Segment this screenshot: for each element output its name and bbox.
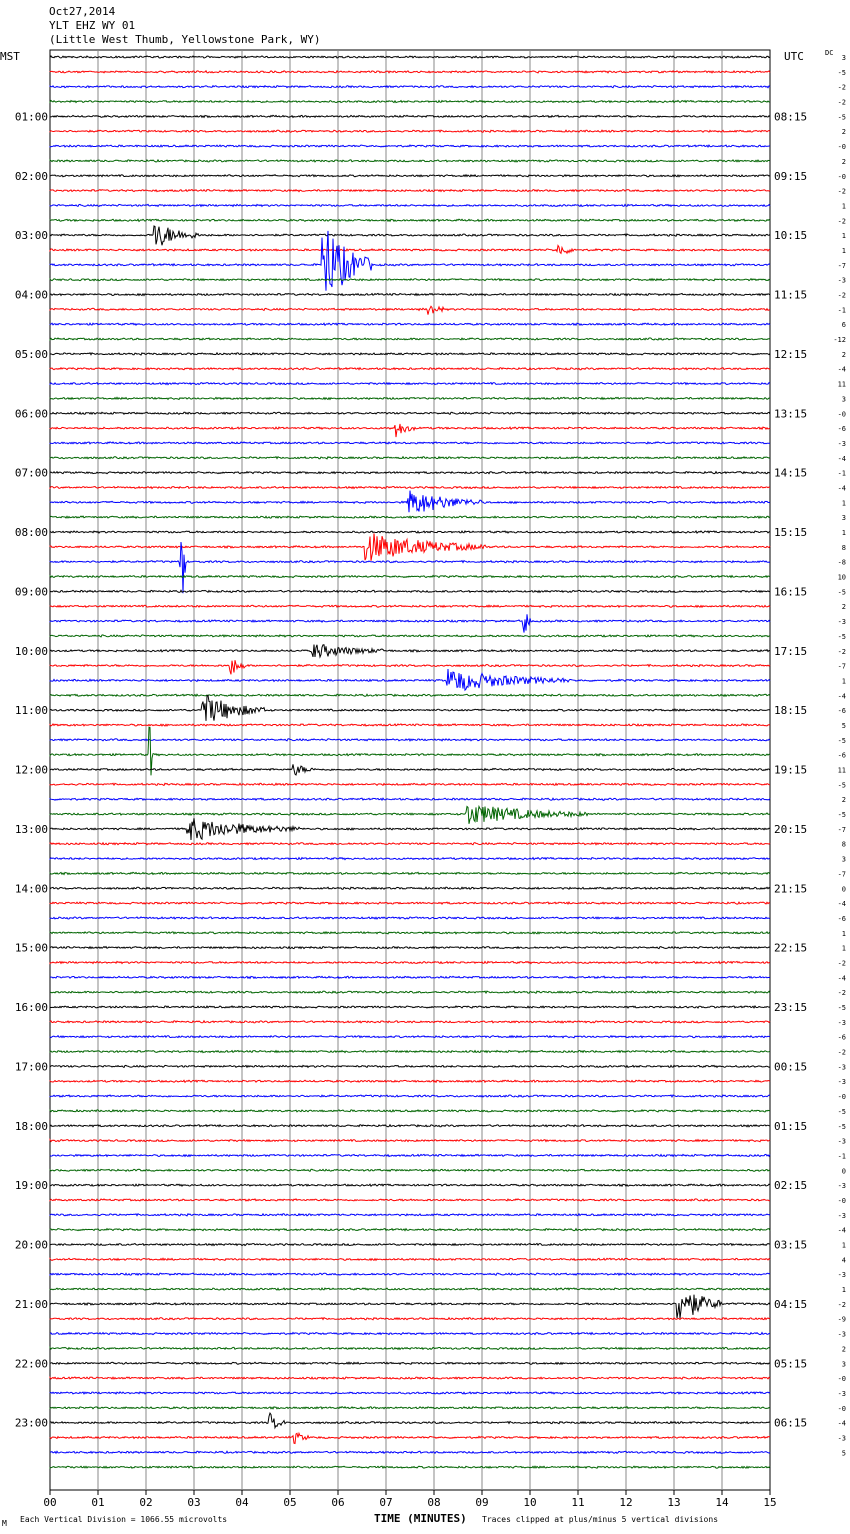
dc-offset-label: 1 bbox=[841, 529, 846, 537]
utc-hour-label: 22:15 bbox=[774, 941, 808, 955]
dc-offset-label: -2 bbox=[837, 989, 846, 998]
seismic-trace bbox=[50, 1347, 770, 1349]
dc-offset-label: -5 bbox=[837, 1004, 846, 1012]
seismic-trace bbox=[50, 175, 770, 177]
mst-hour-label: 09:00 bbox=[14, 585, 48, 599]
dc-offset-label: 2 bbox=[841, 157, 846, 166]
utc-hour-label: 15:15 bbox=[774, 526, 808, 539]
seismic-trace bbox=[50, 1199, 770, 1201]
seismic-trace bbox=[50, 739, 770, 741]
mst-hour-label: 14:00 bbox=[14, 882, 48, 896]
mst-hour-label: 02:00 bbox=[14, 169, 48, 183]
dc-offset-label: 4 bbox=[841, 1256, 846, 1265]
dc-offset-label: -4 bbox=[837, 974, 846, 983]
dc-offset-label: -5 bbox=[837, 113, 846, 122]
dc-offset-label: -9 bbox=[837, 1315, 846, 1324]
dc-offset-label: 1 bbox=[841, 499, 846, 508]
x-tick-label: 03 bbox=[187, 1496, 201, 1509]
seismic-trace bbox=[50, 86, 770, 88]
utc-hour-label: 23:15 bbox=[774, 1001, 808, 1014]
seismic-trace bbox=[50, 442, 770, 444]
seismic-trace bbox=[50, 397, 770, 399]
seismic-trace bbox=[50, 368, 770, 370]
mst-hour-label: 03:00 bbox=[14, 229, 48, 243]
seismic-trace bbox=[50, 1318, 770, 1320]
dc-offset-label: -1 bbox=[837, 469, 846, 478]
dc-offset-label: -0 bbox=[837, 1375, 846, 1384]
dc-offset-label: 10 bbox=[837, 573, 846, 582]
seismic-trace bbox=[50, 531, 770, 533]
utc-hour-label: 00:15 bbox=[774, 1060, 808, 1074]
plot-date: Oct27,2014 bbox=[49, 5, 116, 18]
seismic-trace bbox=[50, 323, 770, 325]
dc-offset-label: -0 bbox=[837, 1196, 846, 1205]
seismic-trace bbox=[50, 219, 770, 221]
dc-offset-label: 11 bbox=[837, 380, 846, 389]
seismic-trace bbox=[50, 491, 770, 513]
dc-offset-label: -7 bbox=[837, 825, 846, 834]
dc-offset-label: -5 bbox=[837, 736, 846, 745]
seismic-trace bbox=[50, 576, 770, 578]
seismic-trace bbox=[50, 1110, 770, 1112]
dc-offset-label: 5 bbox=[841, 721, 846, 730]
seismic-trace bbox=[50, 798, 770, 800]
seismic-trace bbox=[50, 887, 770, 889]
mst-hour-label: 19:00 bbox=[14, 1179, 48, 1193]
dc-offset-label: -3 bbox=[837, 1434, 846, 1443]
seismic-trace bbox=[50, 783, 770, 785]
seismic-trace bbox=[50, 961, 770, 963]
dc-offset-label: 1 bbox=[841, 1286, 846, 1295]
seismic-trace bbox=[50, 1466, 770, 1468]
dc-offset-label: 8 bbox=[841, 543, 846, 552]
x-tick-label: 07 bbox=[379, 1496, 393, 1509]
dc-offset-label: 1 bbox=[841, 944, 846, 953]
dc-offset-label: -0 bbox=[837, 172, 846, 181]
seismic-trace bbox=[50, 669, 770, 690]
dc-offset-label: -2 bbox=[837, 647, 846, 656]
seismic-trace bbox=[50, 932, 770, 934]
seismic-trace bbox=[50, 1362, 770, 1364]
dc-offset-label: 0 bbox=[841, 885, 846, 894]
seismic-trace bbox=[50, 1021, 770, 1023]
seismic-trace bbox=[50, 614, 770, 632]
seismic-trace bbox=[50, 694, 770, 696]
seismic-trace bbox=[50, 1377, 770, 1379]
x-tick-label: 13 bbox=[667, 1496, 681, 1509]
seismic-trace bbox=[50, 1169, 770, 1171]
dc-offset-label: -7 bbox=[837, 870, 846, 879]
dc-offset-label: 3 bbox=[841, 1360, 846, 1369]
mst-hour-label: 21:00 bbox=[14, 1297, 48, 1311]
dc-offset-label: -1 bbox=[837, 1152, 846, 1161]
dc-offset-label: -0 bbox=[837, 410, 846, 419]
scale-note: Each Vertical Division = 1066.55 microvolts bbox=[20, 1515, 228, 1524]
dc-offset-label: -4 bbox=[837, 900, 846, 909]
dc-offset-label: -5 bbox=[837, 811, 846, 820]
utc-hour-label: 06:15 bbox=[774, 1416, 808, 1430]
mst-hour-label: 07:00 bbox=[14, 466, 48, 480]
seismic-trace bbox=[50, 1295, 770, 1319]
dc-offset-label: 3 bbox=[841, 54, 846, 62]
dc-offset-label: -2 bbox=[837, 959, 846, 968]
seismic-trace bbox=[50, 1080, 770, 1082]
dc-offset-label: -3 bbox=[837, 1018, 846, 1027]
x-tick-label: 01 bbox=[91, 1496, 105, 1509]
utc-hour-label: 20:15 bbox=[774, 822, 808, 836]
x-tick-label: 05 bbox=[283, 1496, 297, 1509]
utc-hour-label: 13:15 bbox=[774, 407, 808, 421]
mst-hour-label: 12:00 bbox=[14, 763, 48, 777]
seismic-trace bbox=[50, 1154, 770, 1156]
seismic-trace bbox=[50, 1125, 770, 1127]
dc-offset-label: -3 bbox=[837, 1137, 846, 1146]
seismic-trace bbox=[50, 1407, 770, 1409]
dc-offset-label: 2 bbox=[841, 603, 846, 612]
dc-offset-label: -5 bbox=[837, 632, 846, 641]
seismic-trace bbox=[50, 383, 770, 385]
dc-offset-label: -1 bbox=[837, 306, 846, 315]
dc-offset-label: -5 bbox=[837, 68, 846, 77]
dc-offset-label: -0 bbox=[837, 1093, 846, 1102]
corner-mark: M bbox=[2, 1519, 7, 1528]
mst-hour-label: 15:00 bbox=[14, 941, 48, 955]
seismic-trace bbox=[50, 115, 770, 117]
seismic-trace bbox=[50, 1273, 770, 1275]
seismic-trace bbox=[50, 1140, 770, 1142]
seismic-trace bbox=[50, 991, 770, 993]
dc-offset-label: -3 bbox=[837, 1389, 846, 1398]
x-tick-label: 11 bbox=[571, 1496, 585, 1509]
mst-hour-label: 06:00 bbox=[14, 407, 48, 421]
dc-offset-label: 0 bbox=[841, 1167, 846, 1176]
x-tick-label: 09 bbox=[475, 1496, 489, 1509]
dc-offset-label: 1 bbox=[841, 677, 846, 686]
seismic-trace bbox=[50, 660, 770, 674]
seismic-trace bbox=[50, 1006, 770, 1008]
dc-column-title: DC bbox=[825, 49, 834, 57]
dc-offset-label: -7 bbox=[837, 662, 846, 671]
dc-offset-label: -8 bbox=[837, 558, 846, 567]
seismic-trace bbox=[50, 130, 770, 132]
dc-offset-label: 11 bbox=[837, 766, 846, 775]
dc-offset-label: -7 bbox=[837, 261, 846, 270]
dc-offset-label: -4 bbox=[837, 365, 846, 374]
mst-hour-label: 10:00 bbox=[14, 644, 48, 658]
seismic-trace bbox=[50, 246, 770, 254]
dc-offset-label: 5 bbox=[841, 1449, 846, 1458]
seismic-trace bbox=[50, 1288, 770, 1290]
seismic-trace bbox=[50, 590, 770, 592]
seismic-trace bbox=[50, 1184, 770, 1186]
dc-offset-label: -2 bbox=[837, 98, 846, 107]
mst-hour-label: 11:00 bbox=[14, 704, 48, 718]
mst-axis-title: MST bbox=[0, 50, 20, 63]
seismic-trace bbox=[50, 917, 770, 919]
mst-hour-label: 22:00 bbox=[14, 1357, 48, 1371]
seismic-trace bbox=[50, 353, 770, 355]
seismic-trace bbox=[50, 1065, 770, 1067]
dc-offset-label: -3 bbox=[837, 1182, 846, 1191]
seismic-trace bbox=[50, 412, 770, 414]
dc-offset-label: 2 bbox=[841, 796, 846, 805]
dc-offset-label: 6 bbox=[841, 321, 846, 330]
seismic-trace bbox=[50, 1451, 770, 1453]
seismic-trace bbox=[50, 1413, 770, 1428]
x-tick-label: 06 bbox=[331, 1496, 345, 1509]
seismic-trace bbox=[50, 902, 770, 904]
clip-note: Traces clipped at plus/minus 5 vertical divisions bbox=[482, 1515, 719, 1524]
x-tick-label: 08 bbox=[427, 1496, 441, 1509]
seismic-trace bbox=[50, 1095, 770, 1097]
dc-offset-label: -3 bbox=[837, 439, 846, 448]
utc-hour-label: 01:15 bbox=[774, 1119, 808, 1133]
utc-hour-label: 12:15 bbox=[774, 347, 808, 361]
utc-hour-label: 21:15 bbox=[774, 882, 808, 896]
dc-offset-label: -0 bbox=[837, 1404, 846, 1413]
seismic-trace bbox=[50, 204, 770, 206]
seismic-trace bbox=[50, 605, 770, 607]
utc-hour-label: 16:15 bbox=[774, 585, 808, 599]
seismic-trace bbox=[50, 807, 770, 824]
mst-hour-label: 04:00 bbox=[14, 288, 48, 302]
seismic-trace bbox=[50, 71, 770, 73]
mst-hour-label: 18:00 bbox=[14, 1119, 48, 1133]
dc-offset-label: 2 bbox=[841, 128, 846, 137]
x-tick-label: 14 bbox=[715, 1496, 729, 1509]
dc-offset-label: -3 bbox=[837, 1211, 846, 1220]
seismic-trace bbox=[50, 1258, 770, 1260]
seismic-trace bbox=[50, 858, 770, 860]
dc-offset-label: -3 bbox=[837, 1078, 846, 1087]
seismic-trace bbox=[50, 306, 770, 314]
mst-hour-label: 17:00 bbox=[14, 1060, 48, 1074]
seismic-trace bbox=[50, 516, 770, 518]
utc-hour-label: 08:15 bbox=[774, 110, 808, 124]
seismic-trace bbox=[50, 226, 770, 245]
dc-offset-label: -2 bbox=[837, 291, 846, 300]
dc-offset-label: -4 bbox=[837, 454, 846, 463]
station-code: YLT EHZ WY 01 bbox=[49, 19, 136, 32]
dc-offset-label: -5 bbox=[837, 781, 846, 790]
x-tick-label: 04 bbox=[235, 1496, 249, 1509]
dc-offset-label: 1 bbox=[841, 232, 846, 241]
seismic-trace bbox=[50, 1036, 770, 1038]
dc-offset-label: -4 bbox=[837, 1419, 846, 1428]
dc-offset-label: -4 bbox=[837, 484, 846, 493]
seismic-trace bbox=[50, 472, 770, 474]
dc-offset-label: -0 bbox=[837, 143, 846, 152]
mst-hour-label: 23:00 bbox=[14, 1416, 48, 1430]
seismic-trace bbox=[50, 764, 770, 775]
seismic-trace bbox=[50, 231, 770, 291]
dc-offset-label: -2 bbox=[837, 217, 846, 226]
x-tick-label: 00 bbox=[43, 1496, 57, 1509]
dc-offset-label: 2 bbox=[841, 1345, 846, 1354]
dc-offset-label: -2 bbox=[837, 1048, 846, 1057]
seismic-trace bbox=[50, 727, 770, 775]
seismic-trace bbox=[50, 145, 770, 147]
seismic-trace bbox=[50, 947, 770, 949]
seismic-trace bbox=[50, 724, 770, 726]
dc-offset-label: 1 bbox=[841, 202, 846, 211]
dc-offset-label: 8 bbox=[841, 840, 846, 849]
mst-hour-label: 20:00 bbox=[14, 1238, 48, 1252]
dc-offset-label: -6 bbox=[837, 707, 846, 716]
dc-offset-label: -2 bbox=[837, 187, 846, 196]
dc-offset-label: -6 bbox=[837, 751, 846, 760]
dc-offset-label: -3 bbox=[837, 1330, 846, 1339]
seismic-trace bbox=[50, 695, 770, 720]
mst-hour-label: 13:00 bbox=[14, 822, 48, 836]
utc-hour-label: 11:15 bbox=[774, 288, 808, 302]
mst-hour-label: 08:00 bbox=[14, 526, 48, 539]
station-location: (Little West Thumb, Yellowstone Park, WY) bbox=[49, 33, 321, 46]
seismic-trace bbox=[50, 338, 770, 340]
seismic-trace bbox=[50, 457, 770, 459]
dc-offset-label: 1 bbox=[841, 929, 846, 938]
utc-hour-label: 02:15 bbox=[774, 1179, 808, 1193]
seismic-trace bbox=[50, 533, 770, 560]
x-tick-label: 12 bbox=[619, 1496, 633, 1509]
dc-offset-label: -12 bbox=[833, 336, 846, 345]
dc-offset-label: 1 bbox=[841, 1241, 846, 1250]
seismic-trace bbox=[50, 1051, 770, 1053]
x-tick-label: 02 bbox=[139, 1496, 153, 1509]
dc-offset-label: -5 bbox=[837, 588, 846, 597]
dc-offset-label: -4 bbox=[837, 1226, 846, 1235]
utc-hour-label: 09:15 bbox=[774, 169, 808, 183]
utc-hour-label: 05:15 bbox=[774, 1357, 808, 1371]
seismic-trace bbox=[50, 56, 770, 58]
dc-offset-label: -3 bbox=[837, 618, 846, 627]
utc-hour-label: 18:15 bbox=[774, 704, 808, 718]
x-tick-label: 15 bbox=[763, 1496, 777, 1509]
dc-offset-label: -5 bbox=[837, 1107, 846, 1116]
seismic-trace bbox=[50, 976, 770, 978]
dc-offset-label: 1 bbox=[841, 246, 846, 255]
seismic-trace bbox=[50, 279, 770, 281]
mst-hour-label: 16:00 bbox=[14, 1001, 48, 1014]
utc-hour-label: 03:15 bbox=[774, 1238, 808, 1252]
x-axis-title: TIME (MINUTES) bbox=[374, 1512, 467, 1525]
seismic-trace bbox=[50, 843, 770, 845]
seismic-trace bbox=[50, 1229, 770, 1231]
dc-offset-label: -6 bbox=[837, 425, 846, 434]
utc-hour-label: 14:15 bbox=[774, 466, 808, 480]
seismic-trace bbox=[50, 635, 770, 637]
dc-offset-label: 3 bbox=[841, 855, 846, 864]
dc-offset-label: -3 bbox=[837, 1063, 846, 1072]
seismic-trace bbox=[50, 1333, 770, 1335]
mst-hour-label: 05:00 bbox=[14, 347, 48, 361]
dc-offset-label: 3 bbox=[841, 514, 846, 523]
dc-offset-label: -5 bbox=[837, 1122, 846, 1131]
dc-offset-label: 2 bbox=[841, 350, 846, 359]
dc-offset-label: -6 bbox=[837, 1033, 846, 1042]
seismic-trace bbox=[50, 645, 770, 657]
seismic-trace bbox=[50, 293, 770, 295]
seismic-trace bbox=[50, 818, 770, 840]
utc-axis-title: UTC bbox=[784, 50, 804, 63]
seismic-trace bbox=[50, 1244, 770, 1246]
dc-offset-label: 3 bbox=[841, 395, 846, 404]
utc-hour-label: 04:15 bbox=[774, 1297, 808, 1311]
dc-offset-label: -2 bbox=[837, 83, 846, 92]
utc-hour-label: 10:15 bbox=[774, 229, 808, 243]
seismic-trace bbox=[50, 1433, 770, 1443]
seismic-trace bbox=[50, 1392, 770, 1394]
seismic-trace bbox=[50, 101, 770, 103]
dc-offset-label: -6 bbox=[837, 914, 846, 923]
dc-offset-label: -4 bbox=[837, 692, 846, 701]
seismic-trace bbox=[50, 1214, 770, 1216]
seismic-trace bbox=[50, 542, 770, 593]
seismic-trace bbox=[50, 424, 770, 437]
dc-offset-label: -3 bbox=[837, 1271, 846, 1280]
utc-hour-label: 17:15 bbox=[774, 644, 808, 658]
x-tick-label: 10 bbox=[523, 1496, 537, 1509]
dc-offset-label: -3 bbox=[837, 276, 846, 285]
seismic-trace bbox=[50, 190, 770, 192]
dc-offset-label: -2 bbox=[837, 1300, 846, 1309]
utc-hour-label: 19:15 bbox=[774, 763, 808, 777]
mst-hour-label: 01:00 bbox=[14, 110, 48, 124]
seismic-trace bbox=[50, 160, 770, 162]
seismic-trace bbox=[50, 872, 770, 874]
seismic-trace bbox=[50, 487, 770, 489]
